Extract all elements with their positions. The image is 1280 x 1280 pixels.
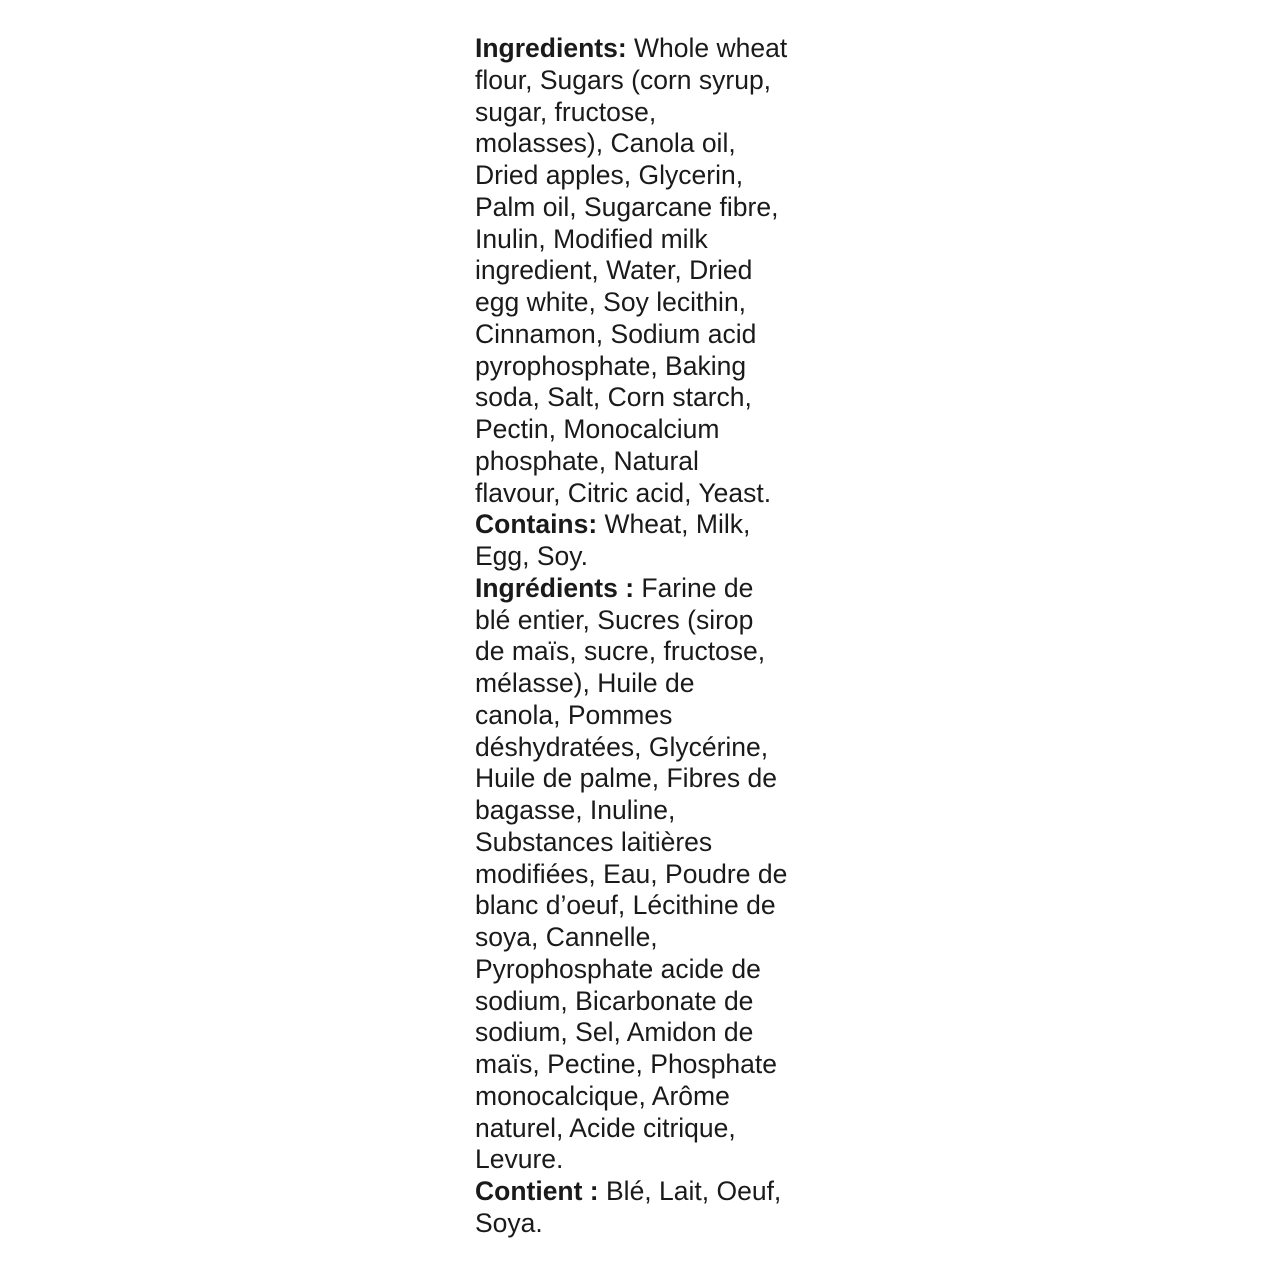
label-line	[475, 573, 820, 605]
label-line: Substances laitières	[475, 826, 713, 857]
label-line: sodium, Bicarbonate de	[475, 985, 754, 1016]
label-line: phosphate, Natural	[475, 445, 699, 476]
label-line: Pectin, Monocalcium	[475, 414, 720, 444]
label-line: pyrophosphate, Baking	[475, 350, 747, 381]
label-line: Pyrophosphate acide de	[475, 953, 761, 984]
label-line: modifiées, Eau, Poudre de	[475, 858, 788, 889]
label-line: Levure.	[475, 1144, 564, 1175]
label-line: mélasse), Huile de	[475, 668, 695, 698]
label-line: ingredient, Water, Dried	[475, 255, 753, 286]
label-line	[475, 1176, 820, 1208]
label-line: blanc d’oeuf, Lécithine de	[475, 890, 776, 921]
label-line	[475, 33, 820, 65]
label-line: sugar, fructose,	[475, 96, 657, 127]
label-text: Wheat, Milk,	[597, 509, 751, 540]
label-line: flavour, Citric acid, Yeast.	[475, 477, 772, 508]
ingredient-label-panel	[475, 33, 820, 1240]
english-ingredients-section	[475, 33, 820, 509]
label-line: bagasse, Inuline,	[475, 795, 676, 825]
label-line: Dried apples, Glycerin,	[475, 160, 744, 190]
label-line: soda, Salt, Corn starch,	[475, 382, 752, 413]
label-line: Palm oil, Sugarcane fibre,	[475, 191, 779, 222]
label-text: Whole wheat	[626, 33, 788, 63]
label-line: Egg, Soy.	[475, 541, 588, 571]
french-contains-section	[475, 1176, 820, 1240]
label-line: molasses), Canola oil,	[475, 128, 736, 159]
label-line: monocalcique, Arôme	[475, 1080, 730, 1111]
ingredients-heading-fr: Ingrédients :	[475, 572, 635, 603]
label-line: déshydratées, Glycérine,	[475, 731, 769, 762]
label-line: blé entier, Sucres (sirop	[475, 604, 754, 635]
label-line: canola, Pommes	[475, 699, 673, 730]
label-text: Farine de	[634, 572, 754, 603]
french-ingredients-section	[475, 573, 820, 1176]
label-text: Blé, Lait, Oeuf,	[598, 1176, 782, 1206]
label-line: egg white, Soy lecithin,	[475, 287, 747, 317]
label-line: de maïs, sucre, fructose,	[475, 636, 766, 667]
label-line: Cinnamon, Sodium acid	[475, 318, 757, 349]
label-line: soya, Cannelle,	[475, 922, 658, 952]
label-line: Huile de palme, Fibres de	[475, 763, 777, 794]
label-line: flour, Sugars (corn syrup,	[475, 64, 772, 95]
label-line	[475, 509, 820, 541]
ingredients-heading: Ingredients:	[475, 33, 627, 63]
label-line: sodium, Sel, Amidon de	[475, 1017, 754, 1048]
label-line: maïs, Pectine, Phosphate	[475, 1049, 777, 1079]
contains-heading-fr: Contient :	[475, 1176, 599, 1206]
english-contains-section	[475, 509, 820, 573]
contains-heading: Contains:	[475, 509, 598, 540]
label-line: Inulin, Modified milk	[475, 223, 708, 254]
label-line: naturel, Acide citrique,	[475, 1112, 736, 1143]
label-line: Soya.	[475, 1207, 543, 1238]
